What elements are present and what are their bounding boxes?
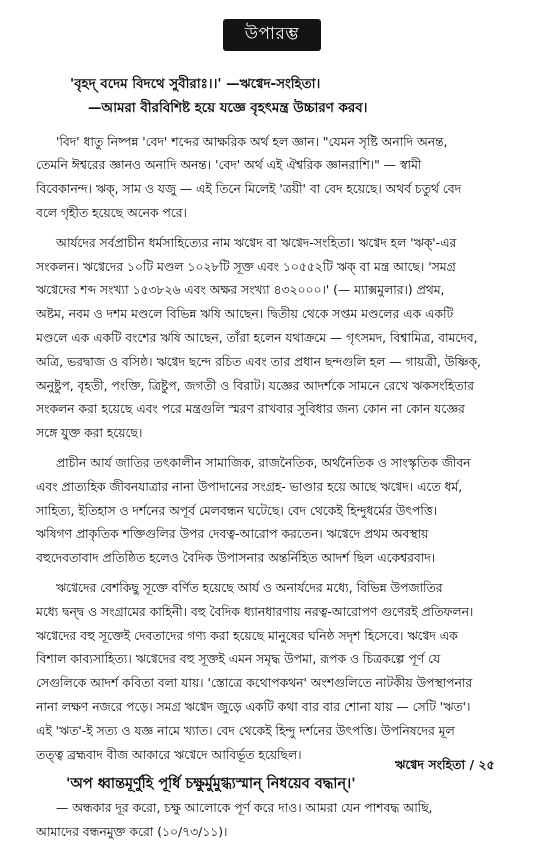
- text-line: সঙ্গে যুক্ত করা হয়েছে।: [36, 426, 143, 441]
- text-line: অত্রি, ভরদ্বাজ ও বসিষ্ঠ। ঋগ্বেদ ছন্দে রচিত এবং তার প্রধান ছন্দগুলি হল — গায়ত্রী, উষ্ণিক্,: [36, 354, 481, 369]
- text-line: বলে গৃহীত হয়েছে অনেক পরে।: [36, 205, 187, 220]
- text-line: ঋগ্বেদের বেশকিছু সূক্তে বর্ণিত হয়েছে আর্য ও অনার্যদের মধ্যে, বিভিন্ন উপজাতির: [56, 580, 443, 595]
- opening-quote-translation: —আমরা বীরবিশিষ্ট হয়ে যজ্ঞে বৃহৎমন্ত্র উচ্চারণ করব।: [88, 100, 368, 116]
- text-line: সেগুলিকে আদর্শ কবিতা বলা যায়। 'স্তোত্রে কথোপকথন' অংশগুলিতে নাটকীয় উপস্থাপনার: [36, 676, 473, 691]
- closing-quote-verse: 'অপ ধ্বান্তমূর্ণুহি পূর্ধি চক্ষুর্মুমুগ্ধ্যস্মান্ নিধয়েব বদ্ধান্।': [66, 776, 356, 793]
- text-body: [36, 73, 510, 845]
- text-line: বিশাল কাব্যসাহিত্য। ঋগ্বেদের বহু সূক্তই এমন সমৃদ্ধ উপমা, রূপক ও চিত্রকল্পে পূর্ণ যে: [36, 652, 441, 667]
- text-line: সংকলন করা হয়েছে এবং পরে মন্ত্রগুলি স্মরণ রাখবার সুবিধার জন্য কোন না কোন যজ্ঞের: [36, 402, 465, 417]
- text-line: 'বিদ' ধাতু নিষ্পন্ন 'বেদ' শব্দের আক্ষরিক অর্থ হল জ্ঞান। "যেমন সৃষ্টি অনাদি অনন্ত,: [56, 134, 448, 149]
- text-line: এবং প্রাত্যহিক জীবনযাত্রার নানা উপাদানের সংগ্রহ- ভাণ্ডার হয়ে আছে ঋগ্বেদ। এতে ধর্ম,: [36, 479, 463, 494]
- closing-quote-translation: — অন্ধকার দূর করো, চক্ষু আলোকে পূর্ণ করে দাও। আমরা যেন পাশবদ্ধ আছি,: [56, 801, 433, 816]
- text-line: সংকলন। ঋগ্বেদের ১০টি মণ্ডল ১০২৮টি সূক্ত এবং ১০৫৫২টি ঋক্ বা মন্ত্র আছে। 'সমগ্র: [36, 259, 456, 274]
- opening-quote-verse: 'বৃহদ্ বদেম বিদথে সুবীরাঃ।।' —ঋগ্বেদ-সংহিতা।: [70, 77, 321, 92]
- text-line: ঋষিগণ প্রাকৃতিক শক্তিগুলির উপর দেবত্ব-আরোপ করতেন। ঋগ্বেদে প্রথম অবস্থায়: [36, 527, 429, 542]
- paragraph-3: [36, 452, 510, 571]
- text-line: মধ্যে দ্বন্দ্ব ও সংগ্রামের কাহিনী। বহু বৈদিক ধ্যানধারণায় নরত্ব-আরোপণ গুণেরই প্রতিফলন।: [36, 604, 474, 619]
- paragraph-1: [36, 131, 510, 226]
- text-line: এই 'ঋত'-ই সত্য ও যজ্ঞ নামে খ্যাত। বেদ থেকেই হিন্দু দর্শনের উৎপত্তি। উপনিষদের মূল: [36, 723, 455, 738]
- page-footer: ঋগ্বেদ সংহিতা / ২৫: [395, 757, 495, 772]
- paragraph-2: [36, 232, 510, 446]
- text-line: অষ্টম, নবম ও দশম মণ্ডলে বিভিন্ন ঋষি আছেন। দ্বিতীয় থেকে সপ্তম মণ্ডলের এক একটি: [36, 307, 454, 322]
- text-line: ঋগ্বেদের বহু সূক্তেই দেবতাদের গণ্য করা হয়েছে মানুষের ঘনিষ্ঠ সদৃশ হিসেবে। ঋগ্বেদ এক: [36, 628, 458, 643]
- paragraph-4: [36, 577, 510, 767]
- text-line: তত্ত্ব ব্রহ্মবাদ বীজ আকারে ঋগ্বেদে আবির্ভূত হয়েছিল।: [36, 747, 302, 762]
- text-line: তেমনি ঈশ্বরের জ্ঞানও অনাদি অনন্ত। 'বেদ' অর্থ এই ঐশ্বরিক জ্ঞানরাশি।" — স্বামী: [36, 158, 422, 173]
- text-line: মণ্ডলে এক একটি বংশের ঋষি আছেন, তাঁরা হলেন যথাক্রমে — গৃৎসমদ, বিশ্বামিত্র, বামদেব,: [36, 330, 478, 345]
- text-line: নানা লক্ষণ নজরে পড়ে। সমগ্র ঋগ্বেদ জুড়ে একটি কথা বার বার শোনা যায় — সেটি 'ঋত'।: [36, 699, 471, 714]
- text-line: ঋগ্বেদের শব্দ সংখ্যা ১৫৩৮২৬ এবং অক্ষর সংখ্যা ৪৩২০০০।' (— ম্যাক্সমুলার।) প্রথম,: [36, 283, 445, 298]
- text-line: প্রাচীন আর্য জাতির তৎকালীন সামাজিক, রাজনৈতিক, অর্থনৈতিক ও সাংস্কৃতিক জীবন: [56, 455, 471, 470]
- text-line: সাহিত্য, ইতিহাস ও দর্শনের অপূর্ব মেলবন্ধন ঘটেছে। বেদ থেকেই হিন্দুধর্মের উৎপত্তি।: [36, 503, 438, 518]
- text-line: আর্যদের সর্বপ্রাচীন ধর্মসাহিত্যের নাম ঋগ্বেদ বা ঋগ্বেদ-সংহিতা। ঋগ্বেদ হল 'ঋক্'-এর: [56, 235, 457, 250]
- text-line: অনুষ্টুপ, বৃহতী, পংক্তি, ত্রিষ্টুপ, জগতী ও বিরাট। যজ্ঞের আদর্শকে সামনে রেখে ঋকসংহিতার: [36, 378, 474, 393]
- chapter-title: উপারম্ভ: [223, 19, 321, 51]
- text-line: বহুদেবতাবাদ প্রতিষ্ঠিত হলেও বৈদিক উপাসনার অন্তর্নিহিত আদর্শ ছিল একেশ্বরবাদ।: [36, 551, 436, 566]
- closing-quote-translation-cont: আমাদের বন্ধনমুক্ত করো (১০/৭৩/১১)।: [36, 824, 228, 839]
- text-line: বিবেকানন্দ। ঋক্, সাম ও যজু — এই তিনে মিলেই 'ত্রয়ী' বা বেদ হয়েছে। অথর্ব চতুর্থ বেদ: [36, 182, 462, 197]
